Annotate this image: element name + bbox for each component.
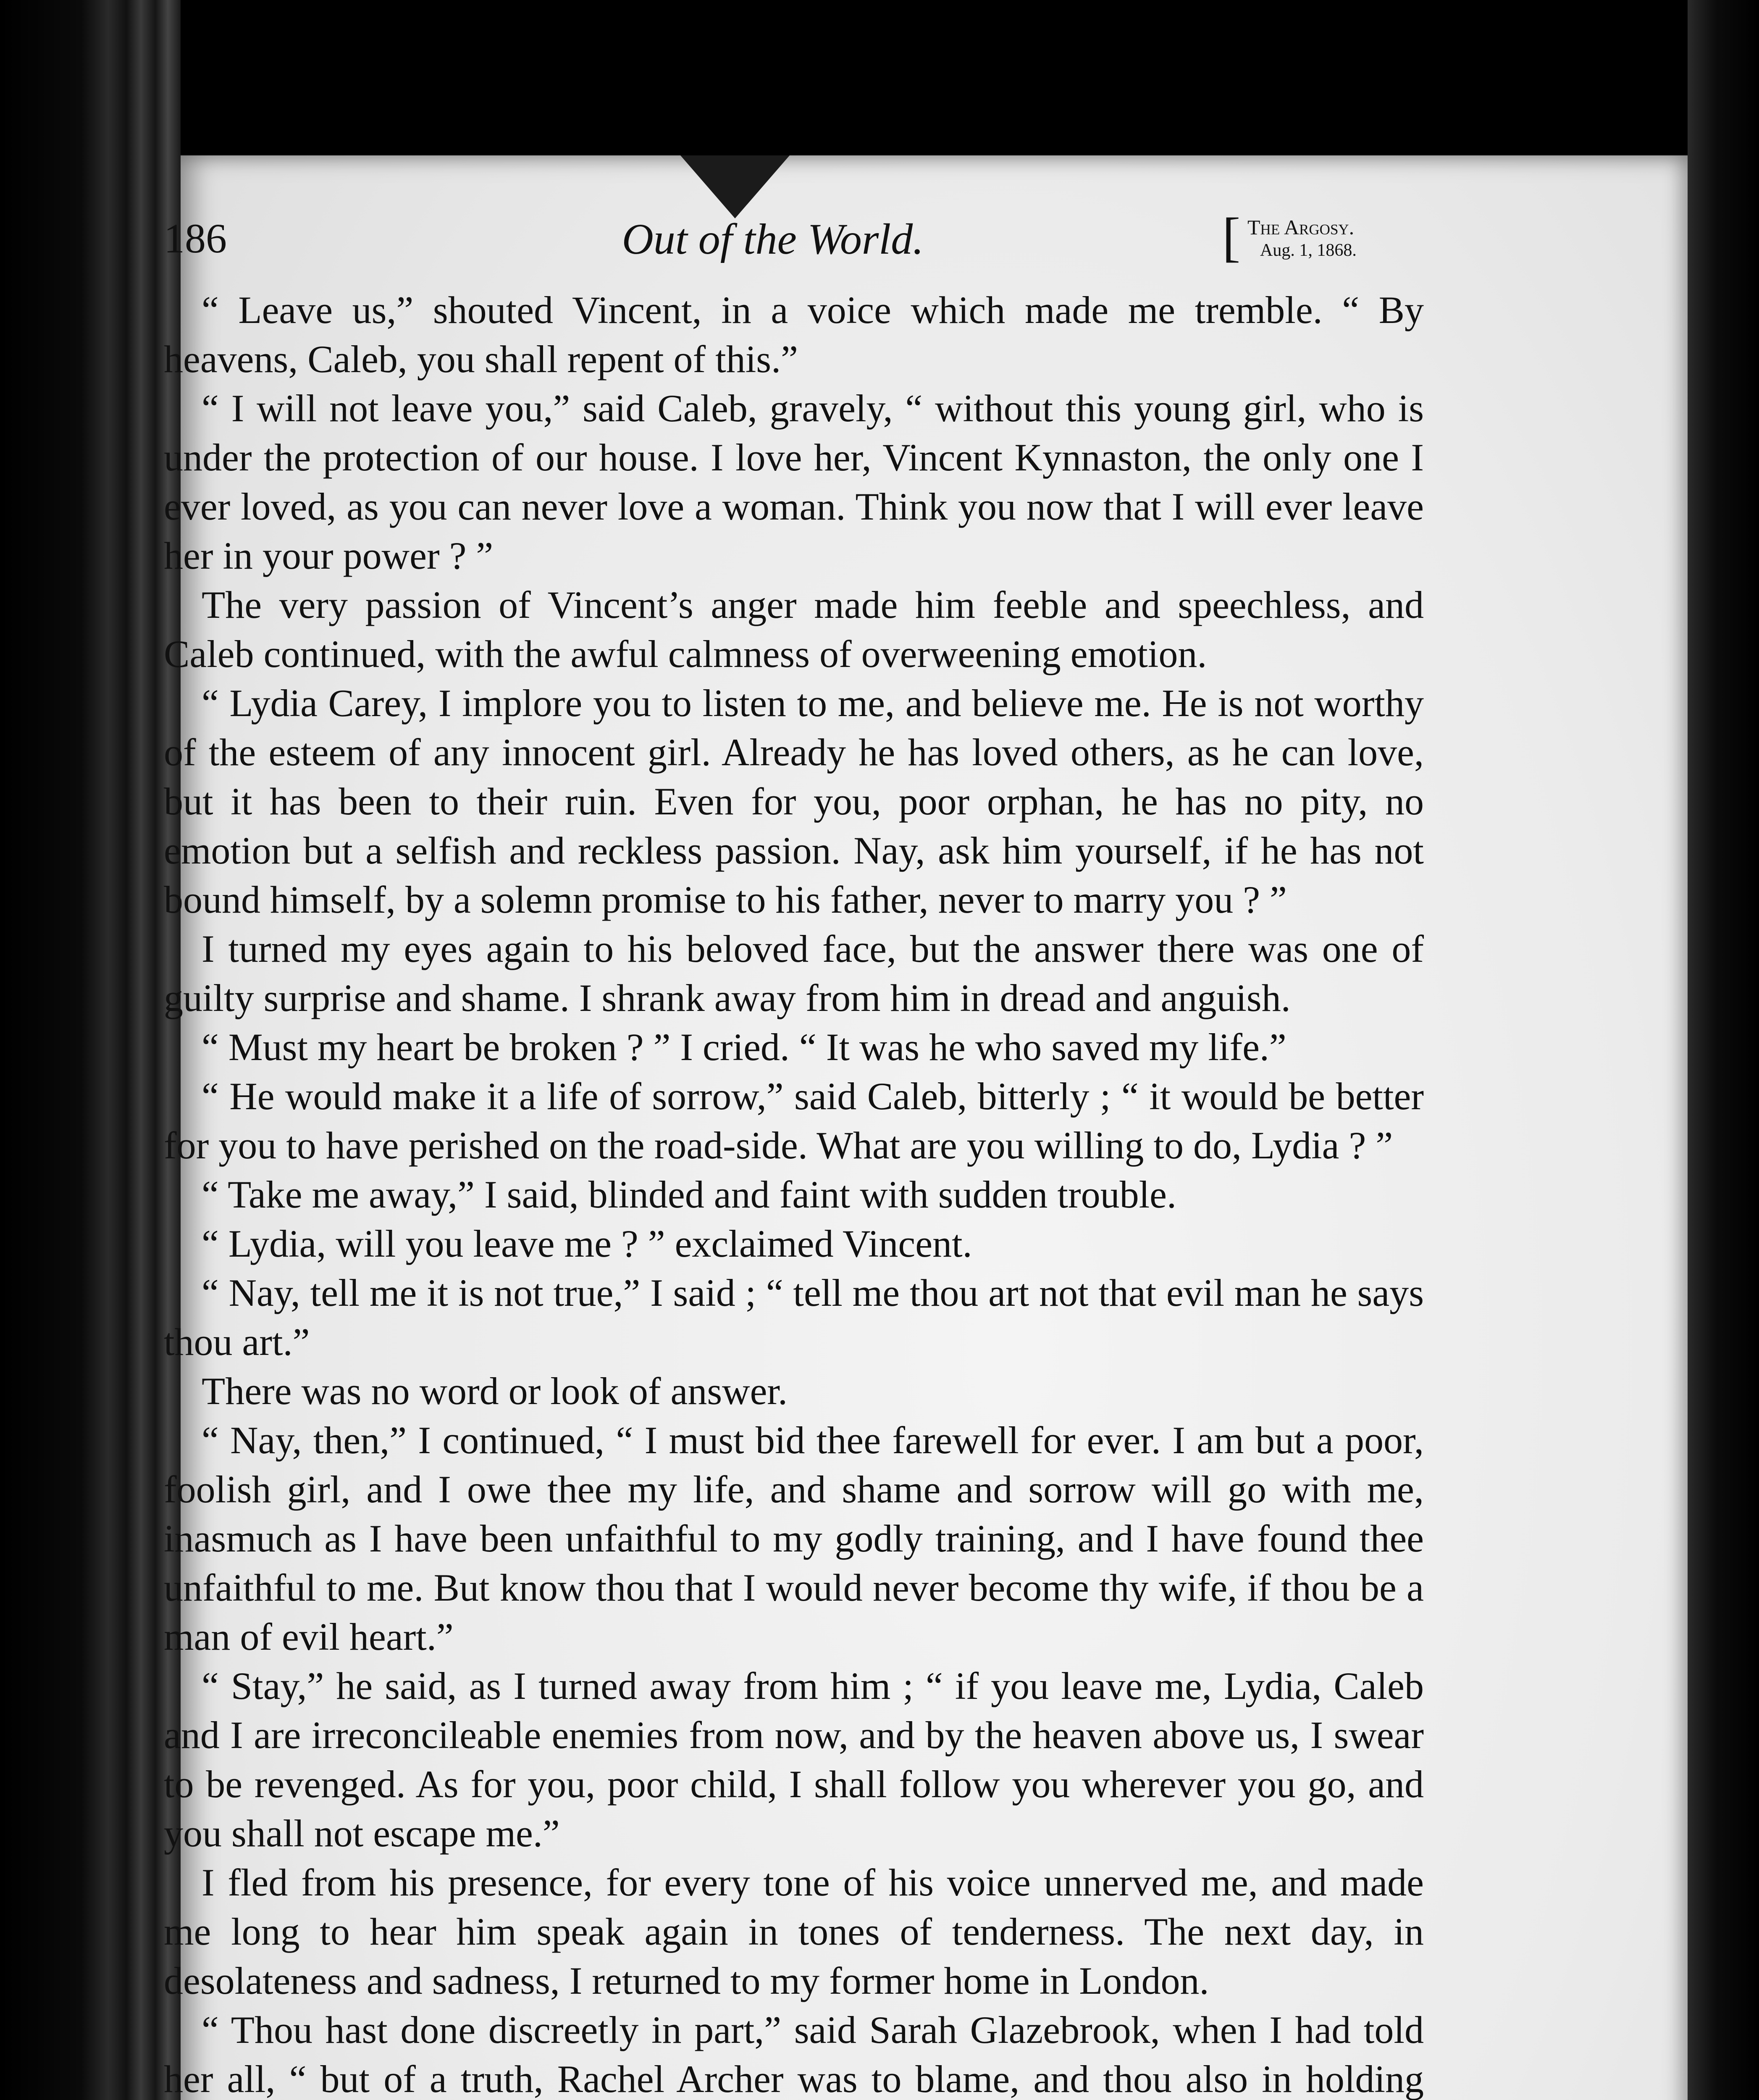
paragraph: “ Nay, tell me it is not true,” I said ; “ tell me thou art not that evil man he says thou art.” [164, 1271, 1424, 1363]
paragraph: “ Nay, then,” I continued, “ I must bid thee farewell for ever. I am but a poor, foolish girl, and I owe thee my life, and shame and sorrow will go with me, inasmuch as I have been unfaithful to my godly training, and I have found thee unfaithful to me. But know thou that I would never become thy wife, if thou be a man of evil heart.” [164, 1419, 1424, 1658]
paragraph: I fled from his presence, for every tone of his voice unnerved me, and made me long to hear him speak again in tones of tenderness. The next day, in desolateness and sadness, I returned to my former home in London. [164, 1861, 1424, 2002]
journal-bracket: [ [1222, 207, 1241, 268]
journal-date: Aug. 1, 1868. [1260, 241, 1357, 260]
paragraph: “ Must my heart be broken ? ” I cried. “ It was he who saved my life.” [202, 1026, 1286, 1068]
paragraph: “ I will not leave you,” said Caleb, gravely, “ without this young girl, who is under the protection of our house. I love her, Vincent Kynnaston, the only one I ever loved, as you can never love a woman. Think you now that I will ever leave her in your power ? ” [164, 387, 1424, 577]
paragraph: “ Stay,” he said, as I turned away from him ; “ if you leave me, Lydia, Caleb and I are irreconcileable enemies from now, and by the heaven above us, I swear to be revenged. As for you, poor child, I shall follow you wherever you go, and you shall not escape me.” [164, 1664, 1424, 1855]
body-text [164, 286, 1424, 2100]
paragraph: “ Take me away,” I said, blinded and faint with sudden trouble. [202, 1173, 1176, 1216]
paragraph: “ Leave us,” shouted Vincent, in a voice which made me tremble. “ By heavens, Caleb, you shall repent of this.” [164, 289, 1424, 381]
paragraph: There was no word or look of answer. [202, 1370, 788, 1412]
running-title: Out of the World. [622, 215, 924, 263]
paragraph: “ Thou hast done discreetly in part,” said Sarah Glazebrook, when I had told her all, “ but of a truth, Rachel Archer was to blame, and thou also in holding [164, 2008, 1424, 2100]
journal-name: The Argosy. [1247, 215, 1355, 239]
paragraph: The very passion of Vincent’s anger made him feeble and speechless, and Caleb continued, with the awful calmness of overweening emotion. [164, 583, 1424, 675]
journal-reference [1222, 207, 1424, 273]
paragraph: “ He would make it a life of sorrow,” said Caleb, bitterly ; “ it would be better for you to have perished on the road-side. What are you willing to do, Lydia ? ” [164, 1075, 1424, 1167]
book-binding-edge [0, 0, 181, 2100]
page-header [164, 197, 1424, 273]
page-number: 186 [164, 215, 227, 262]
book-right-edge [1688, 0, 1759, 2100]
paragraph: I turned my eyes again to his beloved face, but the answer there was one of guilty surprise and shame. I shrank away from him in dread and anguish. [164, 927, 1424, 1019]
paragraph: “ Lydia Carey, I implore you to listen to me, and believe me. He is not worthy of the esteem of any innocent girl. Already he has loved others, as he can love, but it has been to their ruin. Even for you, poor orphan, he has no pity, no emotion but a selfish and reckless passion. Nay, ask him yourself, if he has not bound himself, by a solemn promise to his father, never to marry you ? ” [164, 682, 1424, 921]
paragraph: “ Lydia, will you leave me ? ” exclaimed Vincent. [202, 1222, 972, 1265]
